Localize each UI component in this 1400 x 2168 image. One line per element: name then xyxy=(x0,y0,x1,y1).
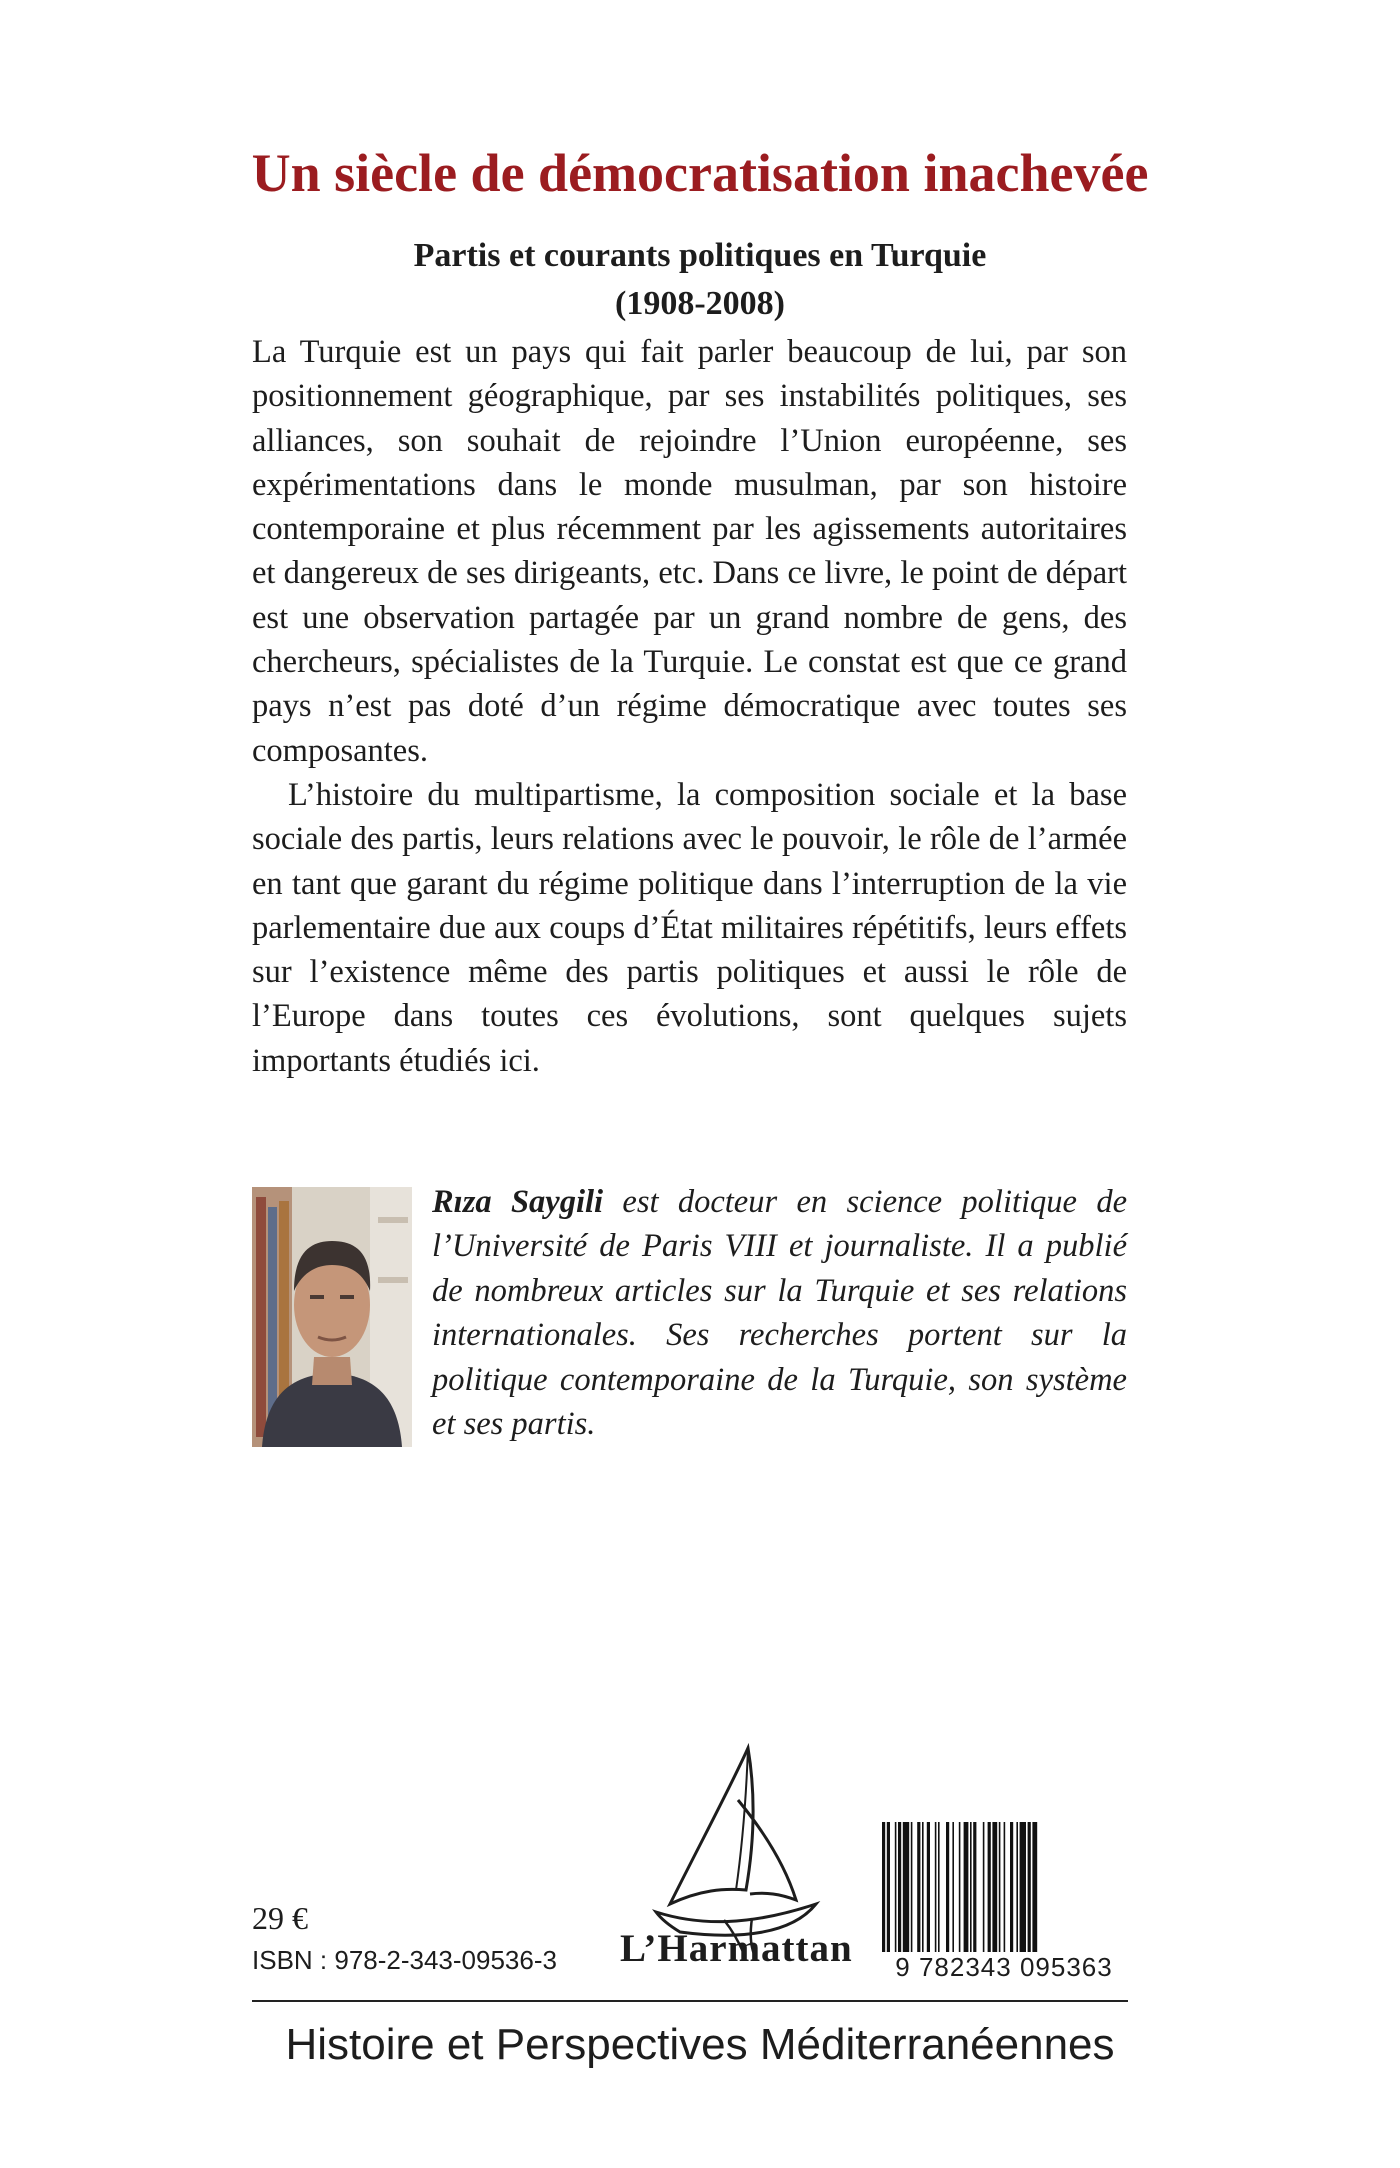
book-title: Un siècle de démocratisation inachevée xyxy=(251,143,1149,203)
author-bio-text: est docteur en science politique de l’Université de Paris VIII et journaliste. Il a publié de nombreux articles sur la Turquie et ses relations internationales. Ses recherches portent sur la politique contemporaine de la Turquie, son système et ses partis. xyxy=(432,1184,1127,1443)
barcode-bar xyxy=(938,1822,940,1952)
barcode-bar xyxy=(988,1822,991,1952)
barcode-bar xyxy=(903,1822,909,1952)
isbn: ISBN : 978-2-343-09536-3 xyxy=(252,1945,557,1975)
barcode-bar xyxy=(964,1822,969,1952)
barcode-bar xyxy=(970,1822,972,1952)
series-name: Histoire et Perspectives Méditerranéennes xyxy=(285,2020,1115,2069)
publisher-wordmark: L’Harmattan xyxy=(620,1927,853,1970)
isbn-barcode xyxy=(880,1822,1128,1972)
barcode-bar xyxy=(952,1822,954,1952)
barcode-bar xyxy=(922,1822,924,1952)
author-photo xyxy=(252,1187,412,1447)
barcode-bar xyxy=(927,1822,930,1952)
barcode-bar xyxy=(1016,1822,1018,1952)
barcode-bar xyxy=(935,1822,937,1952)
subtitle-line-2: (1908-2008) xyxy=(615,285,785,322)
book-subtitle xyxy=(0,232,1400,328)
subtitle-line-1: Partis et courants politiques en Turquie xyxy=(413,237,987,274)
author-name: Rıza Saygili xyxy=(432,1184,604,1220)
barcode-bar xyxy=(1028,1822,1031,1952)
barcode-bar xyxy=(911,1822,913,1952)
footer-rule xyxy=(252,2000,1128,2002)
blurb xyxy=(252,330,1127,1083)
blurb-paragraph-1: La Turquie est un pays qui fait parler beaucoup de lui, par son positionnement géographique, par ses instabilités politiques, ses alliances, son souhait de rejoindre l’Union européenne, ses expérimentations dans le monde musulman, par son histoire contemporaine et plus récemment par les agissements autoritaires et dangereux de ses dirigeants, etc. Dans ce livre, le point de départ est une observation partagée par un grand nombre de gens, des chercheurs, spécialistes de la Turquie. Le constat est que ce grand pays n’est pas doté d’un régime démocratique avec toutes ses composantes. xyxy=(252,334,1127,769)
barcode-bar xyxy=(887,1822,890,1952)
barcode-bar xyxy=(1004,1822,1006,1952)
blurb-paragraph-2: L’histoire du multipartisme, la composition sociale et la base sociale des partis, leurs relations avec le pouvoir, le rôle de l’armée en tant que garant du régime politique dans l’interruption de la vie parlementaire due aux coups d’État militaires répétitifs, leurs effets sur l’existence même des partis politiques et aussi le rôle de l’Europe dans toutes ces évolutions, sont quelques sujets importants étudiés ici. xyxy=(252,776,1127,1079)
barcode-bar xyxy=(983,1822,985,1952)
barcode-bar xyxy=(917,1822,920,1952)
barcode-bar xyxy=(898,1822,901,1952)
barcode-bar xyxy=(1010,1822,1013,1952)
barcode-bar xyxy=(973,1822,976,1952)
price: 29 € xyxy=(252,1900,308,1936)
author-portrait-image xyxy=(252,1187,412,1447)
barcode-bar xyxy=(882,1822,885,1952)
barcode-bar xyxy=(999,1822,1001,1952)
barcode-bar xyxy=(1020,1822,1026,1952)
barcode-bar xyxy=(959,1822,961,1952)
barcode-bar xyxy=(946,1822,949,1952)
barcode-digits: 9 782343 095363 xyxy=(878,1952,1130,1983)
barcode-bar xyxy=(1032,1822,1037,1952)
barcode-bar xyxy=(895,1822,897,1952)
barcode-bar xyxy=(992,1822,997,1952)
author-bio xyxy=(432,1180,1127,1446)
